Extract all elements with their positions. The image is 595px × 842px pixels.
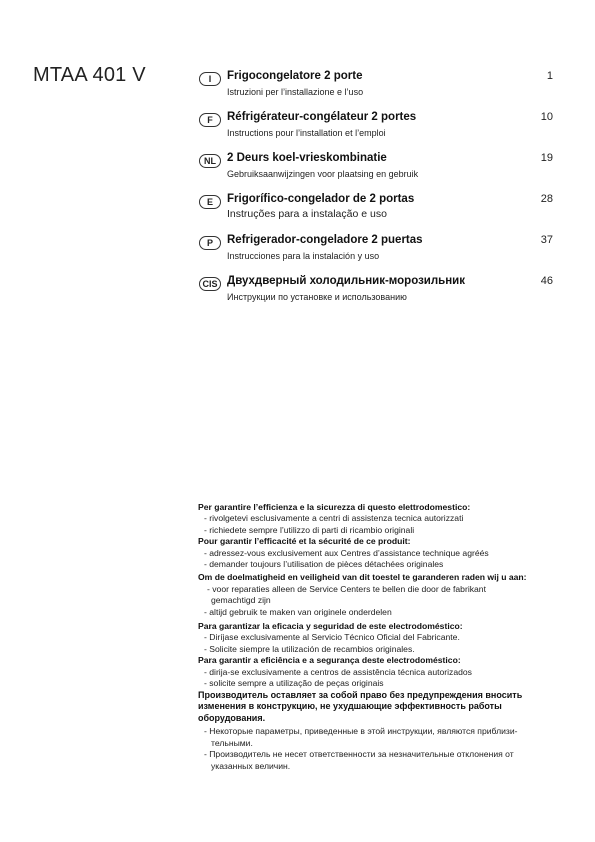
language-index <box>199 70 553 316</box>
entry-page-number: 28 <box>540 193 553 205</box>
toc-entry-russian[interactable] <box>199 275 553 316</box>
note-item: - Производитель не несет ответственности за незначительные отклонения от <box>204 749 514 760</box>
language-badge: CIS <box>199 277 221 291</box>
entry-title: Refrigerador-congeladore 2 puertas <box>227 234 423 246</box>
note-heading-italian: Per garantire l’efficienza e la sicurezza di questo elettrodomestico: <box>198 502 471 512</box>
entry-page-number: 37 <box>540 234 553 246</box>
language-badge: NL <box>199 154 221 168</box>
language-badge: F <box>199 113 221 127</box>
entry-page-number: 19 <box>540 152 553 164</box>
note-item: - demander toujours l’utilisation de pièces détachées originales <box>204 559 444 570</box>
entry-title: Frigorífico-congelador de 2 portas <box>227 193 415 205</box>
note-item: - dirija-se exclusivamente a centros de assistência técnica autorizados <box>204 666 472 677</box>
note-heading-portuguese: Para garantir a eficiência e a segurança deste electrodoméstico: <box>198 655 461 666</box>
note-item: - altijd gebruik te maken van originele onderdelen <box>204 606 392 617</box>
note-item: - Diríjase exclusivamente al Servicio Técnico Oficial del Fabricante. <box>204 632 460 643</box>
entry-page-number: 10 <box>540 111 553 123</box>
note-item: - adressez-vous exclusivement aux Centres d’assistance technique agréés <box>204 547 489 558</box>
note-heading-russian: Производитель оставляет за собой право без предупреждения вносить изменения в конструкцию, не ухудшающие эффективность работы оборудования. <box>198 689 523 723</box>
toc-entry-french[interactable] <box>199 111 553 152</box>
language-badge: I <box>199 72 221 86</box>
entry-subtitle: Gebruiksaanwijzingen voor plaatsing en gebruik <box>227 169 419 179</box>
entry-page-number: 46 <box>540 275 553 287</box>
note-item: указанных величин. <box>211 760 291 771</box>
entry-title: Frigocongelatore 2 porte <box>227 70 363 82</box>
toc-entry-spanish[interactable] <box>199 193 553 234</box>
entry-title: Двухдверный холодильник-морозильник <box>227 275 466 287</box>
entry-title: Réfrigérateur-congélateur 2 portes <box>227 111 417 123</box>
entry-subtitle: Инструкции по установке и использованию <box>227 292 407 302</box>
entry-subtitle: Istruzioni per l’installazione e l’uso <box>227 87 364 97</box>
note-heading-spanish: Para garantizar la eficacia y seguridad de este electrodoméstico: <box>198 621 463 632</box>
toc-entry-italian[interactable] <box>199 70 553 111</box>
entry-subtitle: Instruções para a instalação e uso <box>227 208 387 220</box>
note-item: - Некоторые параметры, приведенные в этой инструкции, являются приблизи- <box>204 726 518 737</box>
entry-subtitle: Instrucciones para la instalación y uso <box>227 251 380 261</box>
note-heading-dutch: Om de doelmatigheid en veiligheid van dit toestel te garanderen raden wij u aan: <box>198 572 527 583</box>
note-item: - voor reparaties alleen de Service Centers te bellen die door de fabrikant <box>207 583 486 594</box>
toc-entry-dutch[interactable] <box>199 152 553 193</box>
note-item: тельными. <box>211 737 253 748</box>
note-item: gemachtigd zijn <box>211 595 271 606</box>
note-item: - richiedete sempre l’utilizzo di parti di ricambio originali <box>204 524 415 535</box>
note-item: - Solicite siempre la utilización de recambios originales. <box>204 643 415 654</box>
note-item: - solicite sempre a utilização de peças originais <box>204 678 384 689</box>
language-badge: E <box>199 195 221 209</box>
entry-title: 2 Deurs koel-vrieskombinatie <box>227 152 387 164</box>
note-heading-french: Pour garantir l’efficacité et la sécurité de ce produit: <box>198 536 411 547</box>
note-item: - rivolgetevi esclusivamente a centri di assistenza tecnica autorizzati <box>204 513 464 524</box>
language-badge: P <box>199 236 221 250</box>
entry-page-number: 1 <box>546 70 553 82</box>
toc-entry-portuguese[interactable] <box>199 234 553 275</box>
entry-subtitle: Instructions pour l’installation et l’emploi <box>227 128 386 138</box>
service-notes <box>198 502 578 772</box>
model-number: MTAA 401 V <box>33 64 146 86</box>
